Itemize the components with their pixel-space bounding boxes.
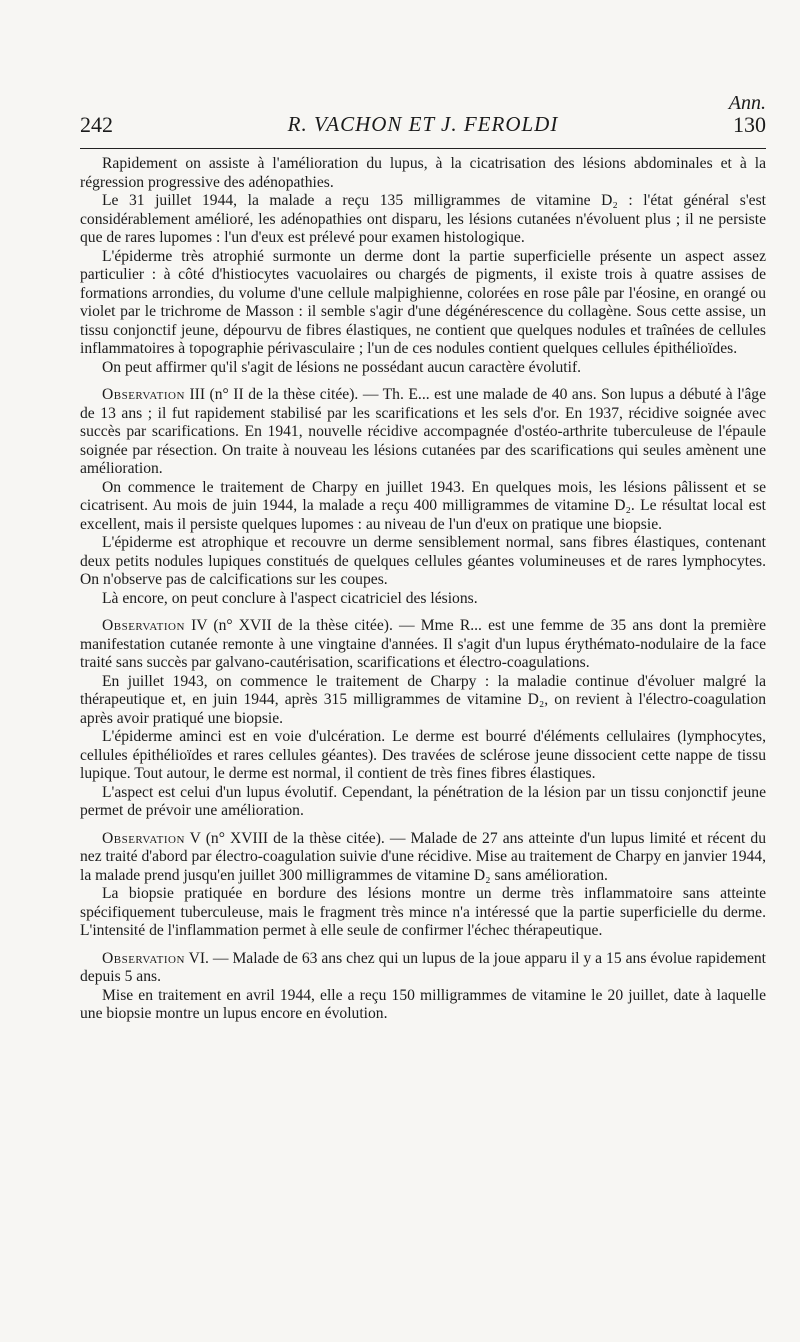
paragraph: L'aspect est celui d'un lupus évolutif. Cependant, la pénétration de la lésion par un tissu conjonctif jeune permet de prévoir une amélioration. — [80, 783, 766, 819]
volume-number: 130 — [733, 112, 766, 137]
paragraph: L'épiderme est atrophique et recouvre un derme sensiblement normal, sans fibres élastiques, contenant deux petits nodules lupiques constitués de quelques cellules géantes volumineuses et de rares lymphocytes. On n'observe pas de calcifications sur les coupes. — [80, 534, 766, 588]
paragraph: En juillet 1943, on commence le traitement de Charpy : la maladie continue d'évoluer malgré la thérapeutique et, en juin 1944, après 315 milligrammes de vitamine D₂, on revient à l'électro-coagulation après avoir pratiqué une biopsie. — [80, 672, 766, 727]
observation-heading: Observation — [102, 829, 185, 847]
paragraph: Le 31 juillet 1944, la malade a reçu 135 milligrammes de vitamine D₂ : l'état général s'est considérablement amélioré, les adénopathies ont disparu, les lésions cutanées n'évoluent plus ; il ne persiste que de rares lupomes : l'un d'eux est prélevé pour examen histologique. — [80, 192, 766, 246]
document-page — [80, 92, 766, 1024]
paragraph: On peut affirmer qu'il s'agit de lésions ne possédant aucun caractère évolutif. — [102, 358, 582, 376]
observation-heading: Observation — [102, 386, 185, 403]
paragraph: Mise en traitement en avril 1944, elle a reçu 150 milligrammes de vitamine le 20 juillet, date à laquelle une biopsie montre un lupus encore en évolution. — [80, 986, 766, 1022]
article-body — [80, 155, 766, 1024]
observation-paragraph: Observation III (n° II de la thèse citée). — Th. E... est une malade de 40 ans. Son lupus a débuté à l'âge de 13 ans ; il fut rapidement stabilisé par les scarifications et les sels d'or. En 1937, récidive soignée avec succès par scarifications. En 1941, nouvelle récidive accompagnée d'ostéo-arthrite tuberculeuse de l'épaule soignée par résection. On traite à nouveau les lésions cutanées par des scarifications qui seules amènent une amélioration. — [80, 386, 766, 477]
page-header — [80, 92, 766, 148]
paragraph: La biopsie pratiquée en bordure des lésions montre un derme très inflammatoire sans atteinte spécifiquement tuberculeuse, mais le fragment très mince n'a intéressé que la partie superficielle du derme. L'intensité de l'inflammation permet à elle seule de confirmer l'échec thérapeutique. — [80, 885, 766, 939]
paragraph: L'épiderme aminci est en voie d'ulcération. Le derme est bourré d'éléments cellulaires (lymphocytes, cellules épithélioïdes et rares cellules géantes). Des travées de sclérose jeune dissocient cette nappe de tissu lupique. Tout autour, le derme est normal, il contient de très fines fibres élastiques. — [80, 728, 766, 782]
observation-paragraph: Observation IV (n° XVII de la thèse citée). — Mme R... est une femme de 35 ans dont la première manifestation cutanée remonte à une vingtaine d'années. Il s'agit d'un lupus érythémato-nodulaire de la face traité sans succès par galvano-cautérisation, scarifications et électro-coagulations. — [80, 617, 766, 671]
paragraph: Rapidement on assiste à l'amélioration du lupus, à la cicatrisation des lésions abdominales et à la régression progressive des adénopathies. — [80, 155, 766, 191]
header-rule — [80, 148, 766, 149]
page-number: 242 — [80, 112, 113, 137]
paragraph: Là encore, on peut conclure à l'aspect cicatriciel des lésions. — [102, 589, 478, 607]
journal-abbreviation: Ann. — [728, 92, 766, 114]
observation-paragraph: Observation VI. — Malade de 63 ans chez qui un lupus de la joue apparu il y a 15 ans évolue rapidement depuis 5 ans. — [80, 949, 766, 985]
running-head-authors: R. VACHON ET J. FEROLDI — [287, 112, 559, 136]
paragraph: L'épiderme très atrophié surmonte un derme dont la partie superficielle présente un aspect assez particulier : à côté d'histiocytes vacuolaires ou chargés de pigments, il existe trois à quatre assises de formations arrondies, du volume d'une cellule malpighienne, colorées en rose pâle par l'éosine, en orangé ou violet par le trichrome de Masson : il semble s'agir d'une dégénérescence du collagène. Sous cette assise, un tissu conjonctif jeune, dépourvu de fibres élastiques, ne contient que quelques nodules et traînées de cellules inflammatoires à topographie périvasculaire ; l'un de ces nodules contient quelques cellules épithélioïdes. — [80, 247, 766, 357]
observation-heading: Observation — [102, 617, 185, 634]
observation-paragraph: Observation V (n° XVIII de la thèse citée). — Malade de 27 ans atteinte d'un lupus limité et récent du nez traité d'abord par électro-coagulation suivie d'une récidive. Mise au traitement de Charpy en janvier 1944, la malade prend jusqu'en juillet 300 milligrammes de vitamine D₂ sans amélioration. — [80, 829, 766, 884]
observation-heading: Observation — [102, 949, 185, 967]
paragraph: On commence le traitement de Charpy en juillet 1943. En quelques mois, les lésions pâlissent et se cicatrisent. Au mois de juin 1944, la malade a reçu 400 milligrammes de vitamine D₂. Le résultat local est excellent, mais il persiste quelques lupomes : au niveau de l'un d'eux on pratique une biopsie. — [80, 478, 766, 533]
